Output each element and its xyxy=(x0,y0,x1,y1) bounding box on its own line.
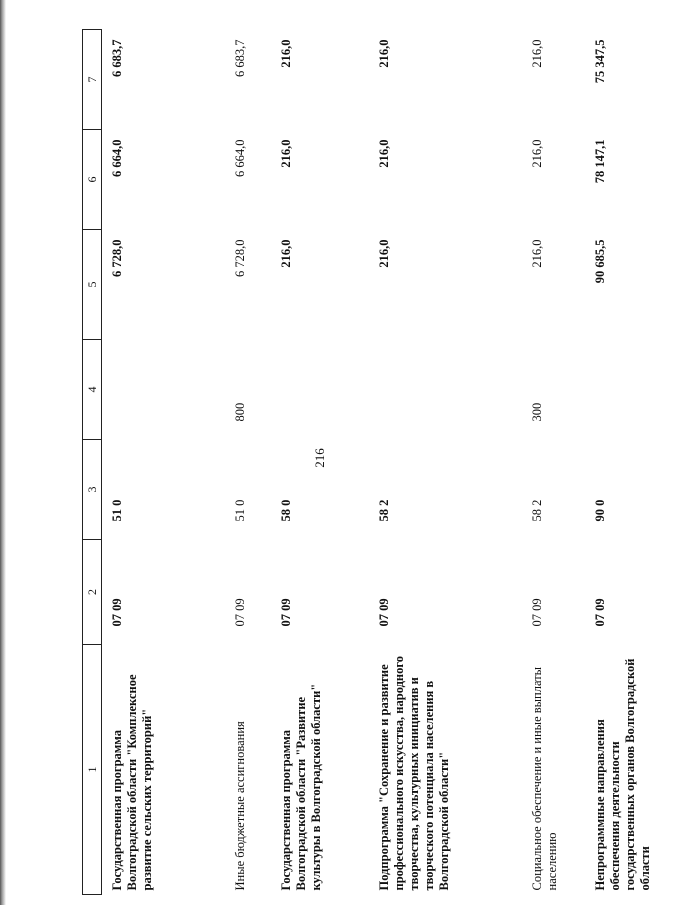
row-name: Государственная программа Волгоградской области "Комплексное развитие сельских территорий" xyxy=(110,674,154,891)
row-value-5: 216,0 xyxy=(279,239,293,268)
table-row xyxy=(522,30,585,895)
row-section-code: 07 09 xyxy=(593,598,607,627)
header-col-3: 3 xyxy=(83,440,102,540)
header-col-7: 7 xyxy=(83,30,102,130)
row-name: Подпрограмма "Сохранение и развитие профессионального искусства, народного творчества, культурных инициатив и творческого потенциала населения в Волгоградской области" xyxy=(377,656,451,891)
row-value-6: 6 664,0 xyxy=(110,139,124,177)
row-target-code: 90 0 xyxy=(593,499,607,522)
row-section-code: 07 09 xyxy=(377,598,391,627)
header-col-1: 1 xyxy=(83,645,102,895)
row-value-6: 216,0 xyxy=(279,139,293,168)
row-value-6: 6 664,0 xyxy=(233,139,247,177)
row-value-6: 78 147,1 xyxy=(593,139,607,184)
rotated-table-frame xyxy=(82,20,652,905)
budget-table xyxy=(82,29,683,895)
table-row xyxy=(369,30,522,895)
row-section-code: 07 09 xyxy=(110,598,124,627)
row-value-7: 6 683,7 xyxy=(110,39,124,77)
row-name: Государственная программа Волгоградской области "Развитие культуры в Волгоградской области" xyxy=(279,683,323,891)
row-section-code: 07 09 xyxy=(233,598,247,627)
row-value-5: 6 728,0 xyxy=(233,239,247,277)
row-target-code: 58 0 xyxy=(279,499,293,522)
row-type-code xyxy=(369,340,522,440)
row-type-code xyxy=(271,340,369,440)
row-target-code: 51 0 xyxy=(233,499,247,522)
row-target-code: 58 2 xyxy=(530,499,544,522)
table-row xyxy=(102,30,226,895)
table-row xyxy=(225,30,271,895)
row-value-7: 216,0 xyxy=(279,39,293,68)
row-name: Непрограммные направления обеспечения деятельности государственных органов Волгоградской области xyxy=(593,658,652,891)
row-value-7: 75 347,5 xyxy=(593,39,607,84)
row-value-6: 216,0 xyxy=(530,139,544,168)
row-value-5: 6 728,0 xyxy=(110,239,124,277)
header-row xyxy=(83,30,102,895)
row-value-5: 216,0 xyxy=(377,239,391,268)
row-type-code xyxy=(102,340,226,440)
header-col-2: 2 xyxy=(83,540,102,645)
header-col-5: 5 xyxy=(83,230,102,340)
header-col-6: 6 xyxy=(83,130,102,230)
row-target-code: 51 0 xyxy=(110,499,124,522)
row-target-code: 58 2 xyxy=(377,499,391,522)
row-section-code: 07 09 xyxy=(530,598,544,627)
row-name: Иные бюджетные ассигнования xyxy=(233,721,247,891)
row-section-code: 07 09 xyxy=(279,598,293,627)
row-type-code: 300 xyxy=(530,402,544,422)
page-number: 216 xyxy=(312,448,327,468)
row-value-5: 216,0 xyxy=(530,239,544,268)
row-value-7: 216,0 xyxy=(377,39,391,68)
table-row xyxy=(585,30,683,895)
row-type-code: 800 xyxy=(233,402,247,422)
row-value-5: 90 685,5 xyxy=(593,239,607,284)
row-name: Социальное обеспечение и иные выплаты населению xyxy=(530,666,559,891)
row-value-7: 6 683,7 xyxy=(233,39,247,77)
scan-edge xyxy=(0,0,6,905)
row-value-6: 216,0 xyxy=(377,139,391,168)
table-row xyxy=(271,30,369,895)
row-value-7: 216,0 xyxy=(530,39,544,68)
header-col-4: 4 xyxy=(83,340,102,440)
row-type-code xyxy=(585,340,683,440)
